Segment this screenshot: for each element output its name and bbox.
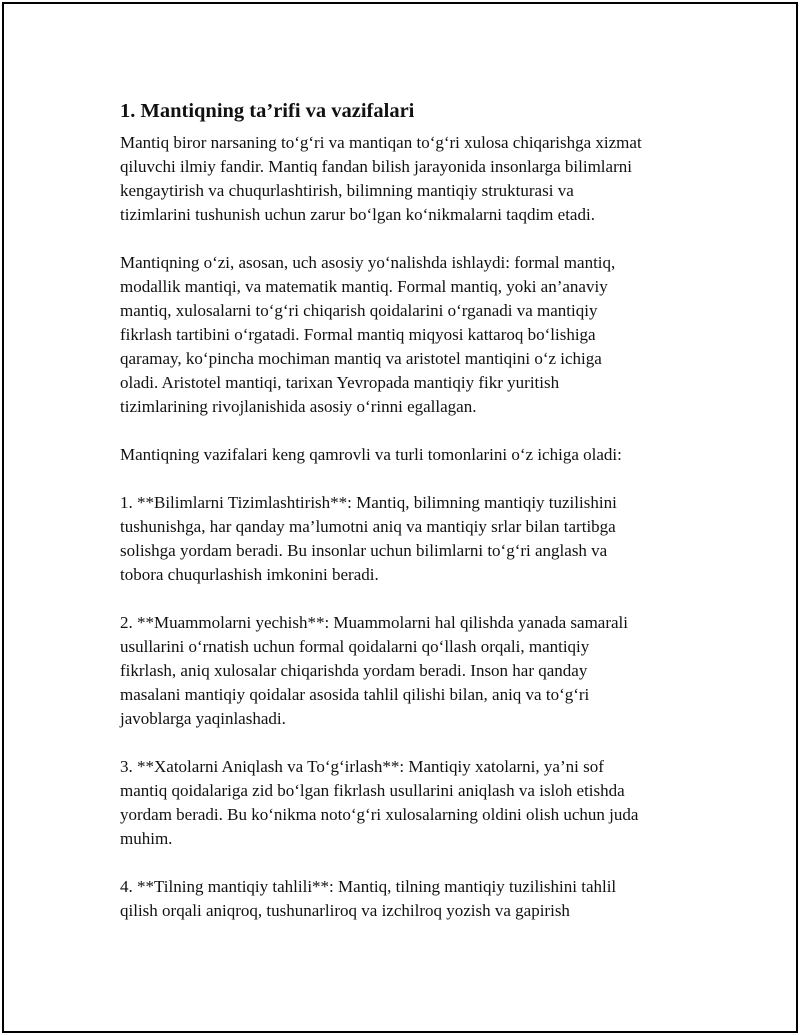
text-line: javoblarga yaqinlashadi. — [120, 709, 286, 728]
text-line: 3. **Xatolarni Aniqlash va To‘g‘irlash**: Mantiqiy xatolarni, ya’ni sof — [120, 757, 604, 776]
text-line: fikrlash, aniq xulosalar chiqarishda yordam beradi. Inson har qanday — [120, 661, 588, 680]
text-line: 2. **Muammolarni yechish**: Muammolarni hal qilishda yanada samarali — [120, 613, 628, 632]
text-line: solishga yordam beradi. Bu insonlar uchun bilimlarni to‘g‘ri anglash va — [120, 541, 608, 560]
text-line: Mantiq biror narsaning to‘g‘ri va mantiqan to‘g‘ri xulosa chiqarishga xizmat — [120, 133, 642, 152]
text-line: mantiq, xulosalarni to‘g‘ri chiqarish qoidalarini o‘rganadi va mantiqiy — [120, 301, 598, 320]
text-line: tobora chuqurlashish imkonini beradi. — [120, 565, 379, 584]
text-line: modallik mantiqi, va matematik mantiq. Formal mantiq, yoki an’anaviy — [120, 277, 608, 296]
paragraph-directions — [120, 251, 680, 419]
text-line: kengaytirish va chuqurlashtirish, bilimning mantiqiy strukturasi va — [120, 181, 574, 200]
text-line: oladi. Aristotel mantiqi, tarixan Yevropada mantiqiy fikr yuritish — [120, 373, 560, 392]
text-line: qilish orqali aniqroq, tushunarliroq va izchilroq yozish va gapirish — [120, 901, 570, 920]
text-line: mantiq qoidalariga zid bo‘lgan fikrlash usullarini aniqlash va isloh etishda — [120, 781, 625, 800]
list-item-3 — [120, 755, 680, 851]
list-item-2 — [120, 611, 680, 731]
text-line: fikrlash tartibini o‘rgatadi. Formal mantiq miqyosi kattaroq bo‘lishiga — [120, 325, 596, 344]
text-line: muhim. — [120, 829, 173, 848]
text-line: tushunishga, har qanday ma’lumotni aniq va mantiqiy srlar bilan tartibga — [120, 517, 616, 536]
paragraph-tasks-intro — [120, 443, 680, 467]
document-body — [120, 97, 680, 947]
text-line: qiluvchi ilmiy fandir. Mantiq fandan bilish jarayonida insonlarga bilimlarni — [120, 157, 632, 176]
text-line: masalani mantiqiy qoidalar asosida tahlil qilishi bilan, aniq va to‘g‘ri — [120, 685, 590, 704]
text-line: yordam beradi. Bu ko‘nikma noto‘g‘ri xulosalarning oldini olish uchun juda — [120, 805, 639, 824]
text-line: tizimlarini tushunish uchun zarur bo‘lgan ko‘nikmalarni taqdim etadi. — [120, 205, 595, 224]
text-line: Mantiqning vazifalari keng qamrovli va turli tomonlarini o‘z ichiga oladi: — [120, 445, 622, 464]
text-line: usullarini o‘rnatish uchun formal qoidalarni qo‘llash orqali, mantiqiy — [120, 637, 590, 656]
list-item-4 — [120, 875, 680, 923]
section-heading: 1. Mantiqning ta’rifi va vazifalari — [120, 100, 415, 122]
list-item-1 — [120, 491, 680, 587]
text-line: 1. **Bilimlarni Tizimlashtirish**: Mantiq, bilimning mantiqiy tuzilishini — [120, 493, 617, 512]
text-line: tizimlarining rivojlanishida asosiy o‘rinni egallagan. — [120, 397, 477, 416]
text-line: qaramay, ko‘pincha mochiman mantiq va aristotel mantiqini o‘z ichiga — [120, 349, 602, 368]
paragraph-definition — [120, 131, 680, 227]
text-line: 4. **Tilning mantiqiy tahlili**: Mantiq, tilning mantiqiy tuzilishini tahlil — [120, 877, 617, 896]
text-line: Mantiqning o‘zi, asosan, uch asosiy yo‘nalishda ishlaydi: formal mantiq, — [120, 253, 616, 272]
document-page — [2, 2, 798, 1033]
